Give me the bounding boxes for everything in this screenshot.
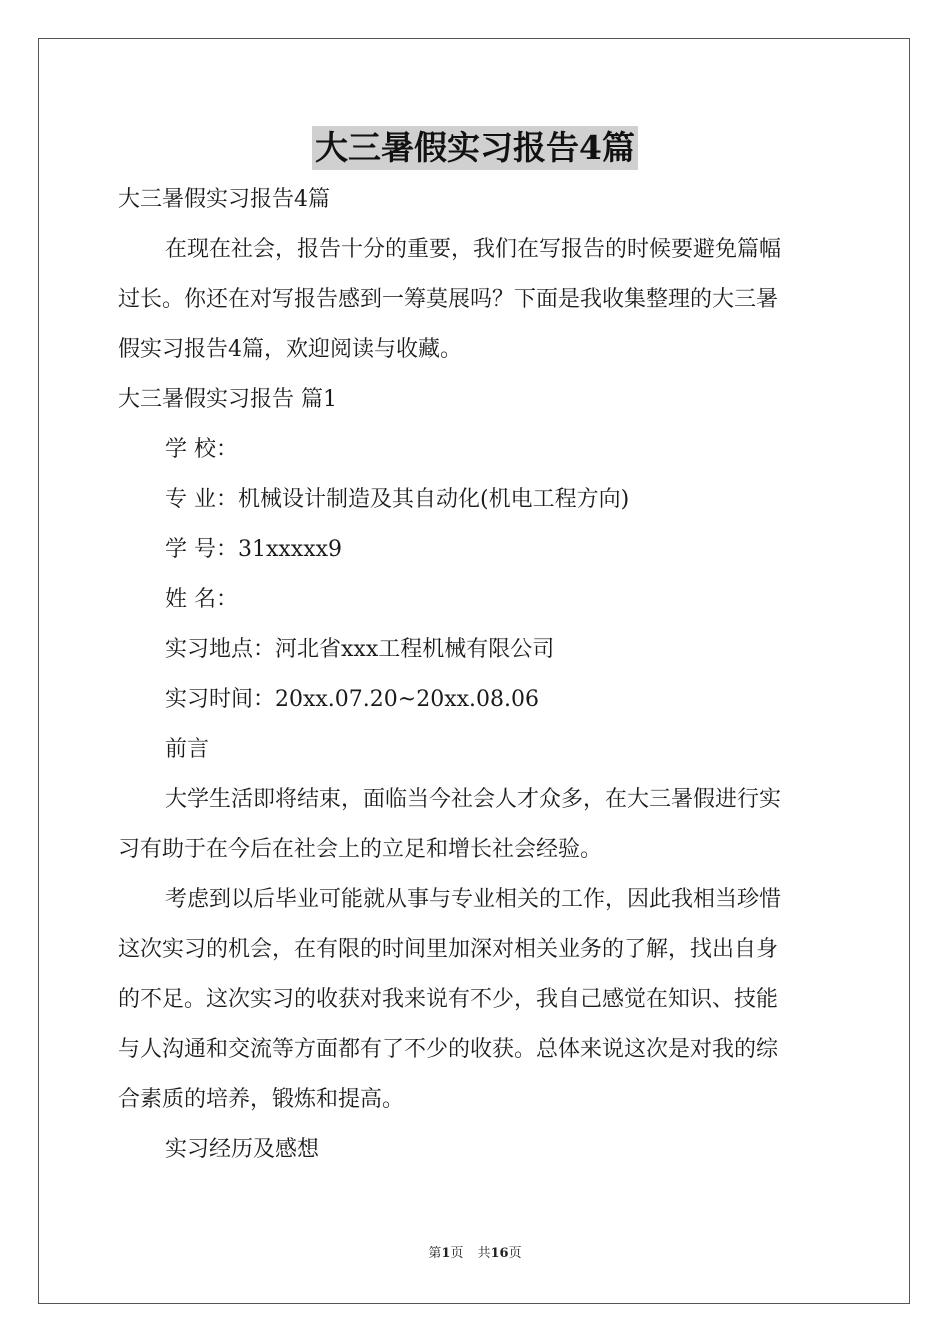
document-body xyxy=(118,175,834,1175)
field-major: 专 业：机械设计制造及其自动化(机电工程方向) xyxy=(165,487,630,512)
field-period: 实习时间：20xx.07.20~20xx.08.06 xyxy=(165,687,540,712)
total-prefix: 共 xyxy=(477,1246,491,1261)
paragraph-line: 考虑到以后毕业可能就从事与专业相关的工作，因此我相当珍惜 xyxy=(165,887,782,912)
paragraph-line: 大学生活即将结束，面临当今社会人才众多，在大三暑假进行实 xyxy=(165,787,782,812)
total-pages: 16 xyxy=(490,1246,509,1261)
subheading-experience: 实习经历及感想 xyxy=(165,1137,320,1162)
total-suffix: 页 xyxy=(508,1246,522,1261)
paragraph-line: 过长。你还在对写报告感到一筹莫展吗？下面是我收集整理的大三暑 xyxy=(118,287,779,312)
heading-line: 大三暑假实习报告4篇 xyxy=(118,187,330,212)
section-heading: 大三暑假实习报告 篇1 xyxy=(118,387,337,412)
paragraph-line: 与人沟通和交流等方面都有了不少的收获。总体来说这次是对我的综 xyxy=(118,1037,779,1062)
field-location: 实习地点：河北省xxx工程机械有限公司 xyxy=(165,637,555,662)
field-name: 姓 名： xyxy=(165,587,238,612)
title-wrap xyxy=(0,126,950,170)
field-school: 学 校： xyxy=(165,437,238,462)
page-number: 1 xyxy=(441,1246,451,1261)
paragraph-line: 在现在社会，报告十分的重要，我们在写报告的时候要避免篇幅 xyxy=(165,237,782,262)
paragraph-line: 这次实习的机会，在有限的时间里加深对相关业务的了解，找出自身 xyxy=(118,937,779,962)
paragraph-line: 合素质的培养，锻炼和提高。 xyxy=(118,1087,405,1112)
page-suffix: 页 xyxy=(450,1246,464,1261)
paragraph-line: 的不足。这次实习的收获对我来说有不少，我自己感觉在知识、技能 xyxy=(118,987,779,1012)
subheading-preface: 前言 xyxy=(165,737,210,762)
paragraph-line: 假实习报告4篇，欢迎阅读与收藏。 xyxy=(118,337,462,362)
paragraph-line: 习有助于在今后在社会上的立足和增长社会经验。 xyxy=(118,837,603,862)
page-footer xyxy=(0,1244,950,1264)
field-student-id: 学 号：31xxxxx9 xyxy=(165,537,343,562)
document-title: 大三暑假实习报告4篇 xyxy=(312,126,638,170)
page-prefix: 第 xyxy=(428,1246,442,1261)
